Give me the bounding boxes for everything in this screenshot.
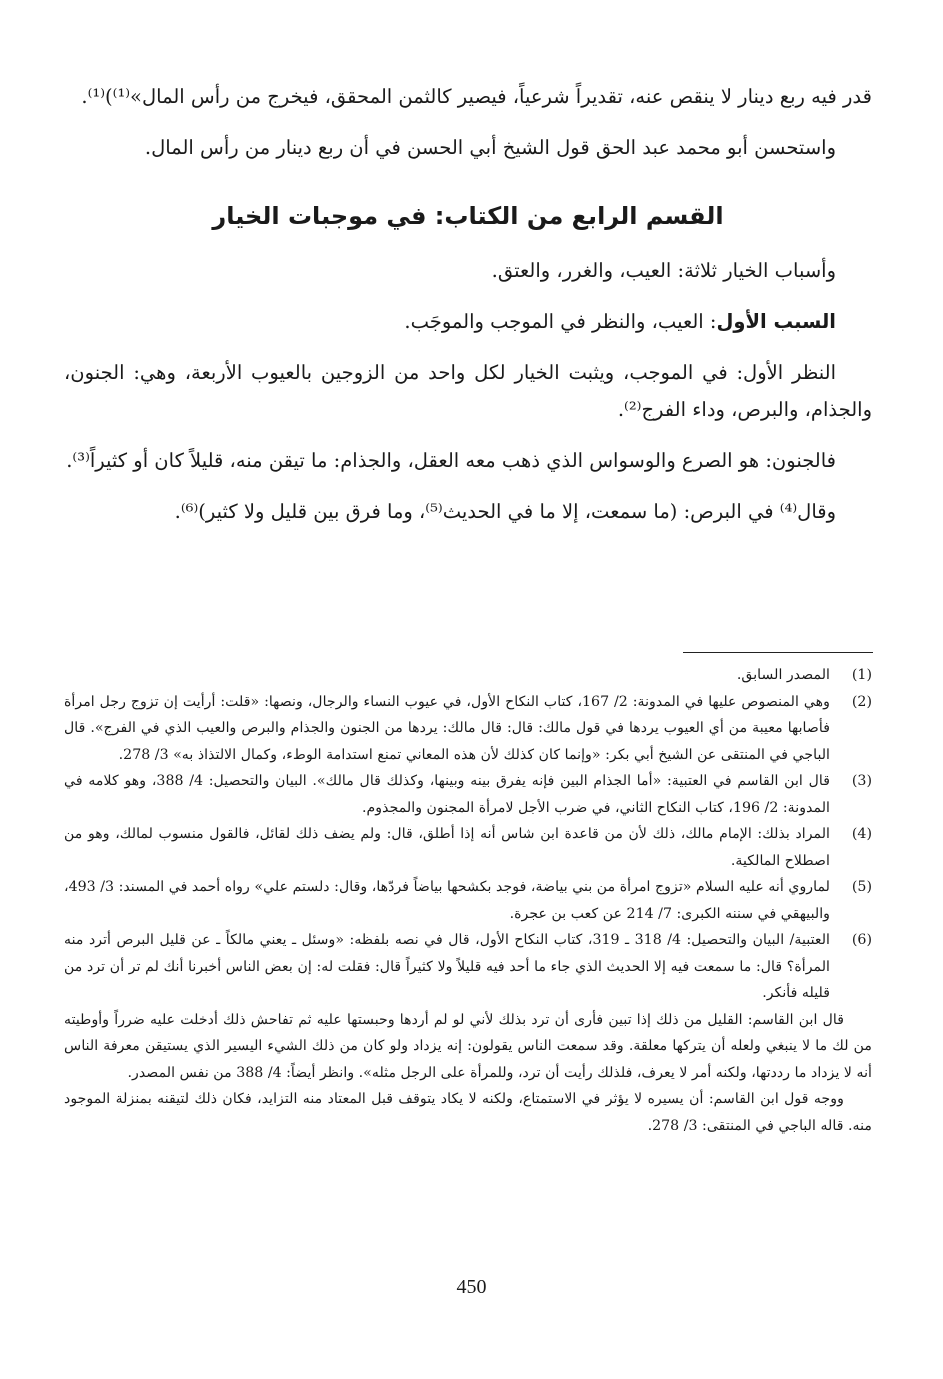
footnote-text: لماروي أنه عليه السلام «تزوج امرأة من بني بياضة، فوجد بكشحها بياضاً فردّها، وقال: دلستم علي» رواه أحمد في المسند: 3/ 493، والبيهقي في سننه الكبرى: 7/ 214 عن كعب بن عجرة. [64,879,831,922]
footnote [64,768,872,821]
footnote [64,662,872,689]
paragraph-6: فالجنون: هو الصرع والوسواس الذي ذهب معه العقل، والجذام: ما تيقن منه، قليلاً كان أو كثيراً⁽³⁾. [66,449,836,472]
footnote-continuation: قال ابن القاسم: القليل من ذلك إذا تبين فأرى أن ترد بذلك لأني لو لم أردها وحبستها عليه ثم تفاحش ذلك أدخلت عليه ضرراً وأوطيته من لك ما لا ينبغي ولعله أن يتركها معلقة. وقد سمعت الناس يقولون: إنه يزداد ولو كان من ذلك الشيء اليسير الذي يستيقن معرفة الناس أنه لا يزداد ما رددتها، ولكنه أمر لا يعرف، فلذلك رأيت أن ترد، وللمرأة على الرجل مثله». وانظر أيضاً: 4/ 388 من نفس المصدر. [64,1011,872,1081]
paragraph-4-rest: : العيب، والنظر في الموجب والموجَب. [404,310,717,333]
footnote-text: المصدر السابق. [736,667,830,683]
page-number: 450 [456,1276,487,1298]
paragraph-3: وأسباب الخيار ثلاثة: العيب، والغرر، والعتق. [491,259,836,282]
paragraph-4-lead: السبب الأول [716,310,836,333]
footnote-number: (1) [851,667,872,683]
footnote-number: (2) [851,693,872,710]
footnote-number: (3) [851,773,872,789]
footnote-number: (6) [851,932,872,948]
paragraph-4 [64,303,872,340]
section-heading: القسم الرابع من الكتاب: في موجبات الخيار [212,202,724,230]
footnote-text: المراد بذلك: الإمام مالك، ذلك لأن من قاعدة ابن شاس أنه إذا أطلق، قال: ولم يضف ذلك لقائل، فالقول منسوب لمالك، وهو من اصطلاح المالكية. [64,826,830,869]
footnote-number: (4) [851,826,872,842]
footnote-continuation: ووجه قول ابن القاسم: أن يسيره لا يؤثر في الاستمتاع، ولكنه لا يكاد يتوقف قبل المعتاد منه التزايد، فكان ذلك لتيقنه بمنزلة الموجود منه. قاله الباجي في المنتقى: 3/ 278. [64,1091,872,1134]
footnote-text: قال ابن القاسم في العتبية: «أما الجذام البين فإنه يفرق بينه وبينها، وكذلك قال مالك». البيان والتحصيل: 4/ 388، وهو كلامه في المدونة: 2/ 196، كتاب النكاح الثاني، في ضرب الأجل لامرأة المجنون والمجذوم. [64,773,830,816]
footnote-text: وهي المنصوص عليها في المدونة: 2/ 167، كتاب النكاح الأول، في عيوب النساء والرجال، ونصها: «قلت: أرأيت إن تزوج رجل امرأة فأصابها معيبة من أي العيوب يردها في قول مالك: قال: قال مالك: يردها من الجنون والجذام والبرص والعيب الذي في الفرج». قال الباجي في المنتقى عن الشيخ أبي بكر: «وإنما كان كذلك لأن هذه المعاني تمنع استدامة الوطء، وكمال الالتذاذ به» 3/ 278. [64,693,830,763]
footnote-text: العتبية/ البيان والتحصيل: 4/ 318 ـ 319، كتاب النكاح الأول، قال في نصه بلفظه: «وسئل ـ يعني مالكاً ـ عن قليل البرص أترد منه المرأة؟ قال: ما سمعت فيه إلا الحديث الذي جاء ما أحد فيه قليلاً ولا كثيراً قال: فقلت له: إن بعض الناس أخبرنا أنك لم تر أن ترد من قليله فأنكر. [64,932,830,1001]
paragraph-1: قدر فيه ربع دينار لا ينقص عنه، تقديراً شرعياً، فيصير كالثمن المحقق، فيخرج من رأس المال»⁽¹⁾)⁽¹⁾. [81,85,872,108]
footnote [64,821,872,874]
footnote [64,689,872,769]
footnote [64,927,872,1007]
footnote-separator [683,652,873,653]
footnote-number: (5) [851,879,872,895]
paragraph-7: وقال⁽⁴⁾ في البرص: (ما سمعت، إلا ما في الحديث⁽⁵⁾، وما فرق بين قليل ولا كثير)⁽⁶⁾. [174,500,836,523]
footnotes [64,662,872,1139]
footnote [64,874,872,927]
paragraph-5: النظر الأول: في الموجب، ويثبت الخيار لكل واحد من الزوجين بالعيوب الأربعة، وهي: الجنون، والجذام، والبرص، وداء الفرج⁽²⁾. [64,361,872,421]
main-text [64,78,872,544]
paragraph-2: واستحسن أبو محمد عبد الحق قول الشيخ أبي الحسن في أن ربع دينار من رأس المال. [144,136,836,159]
